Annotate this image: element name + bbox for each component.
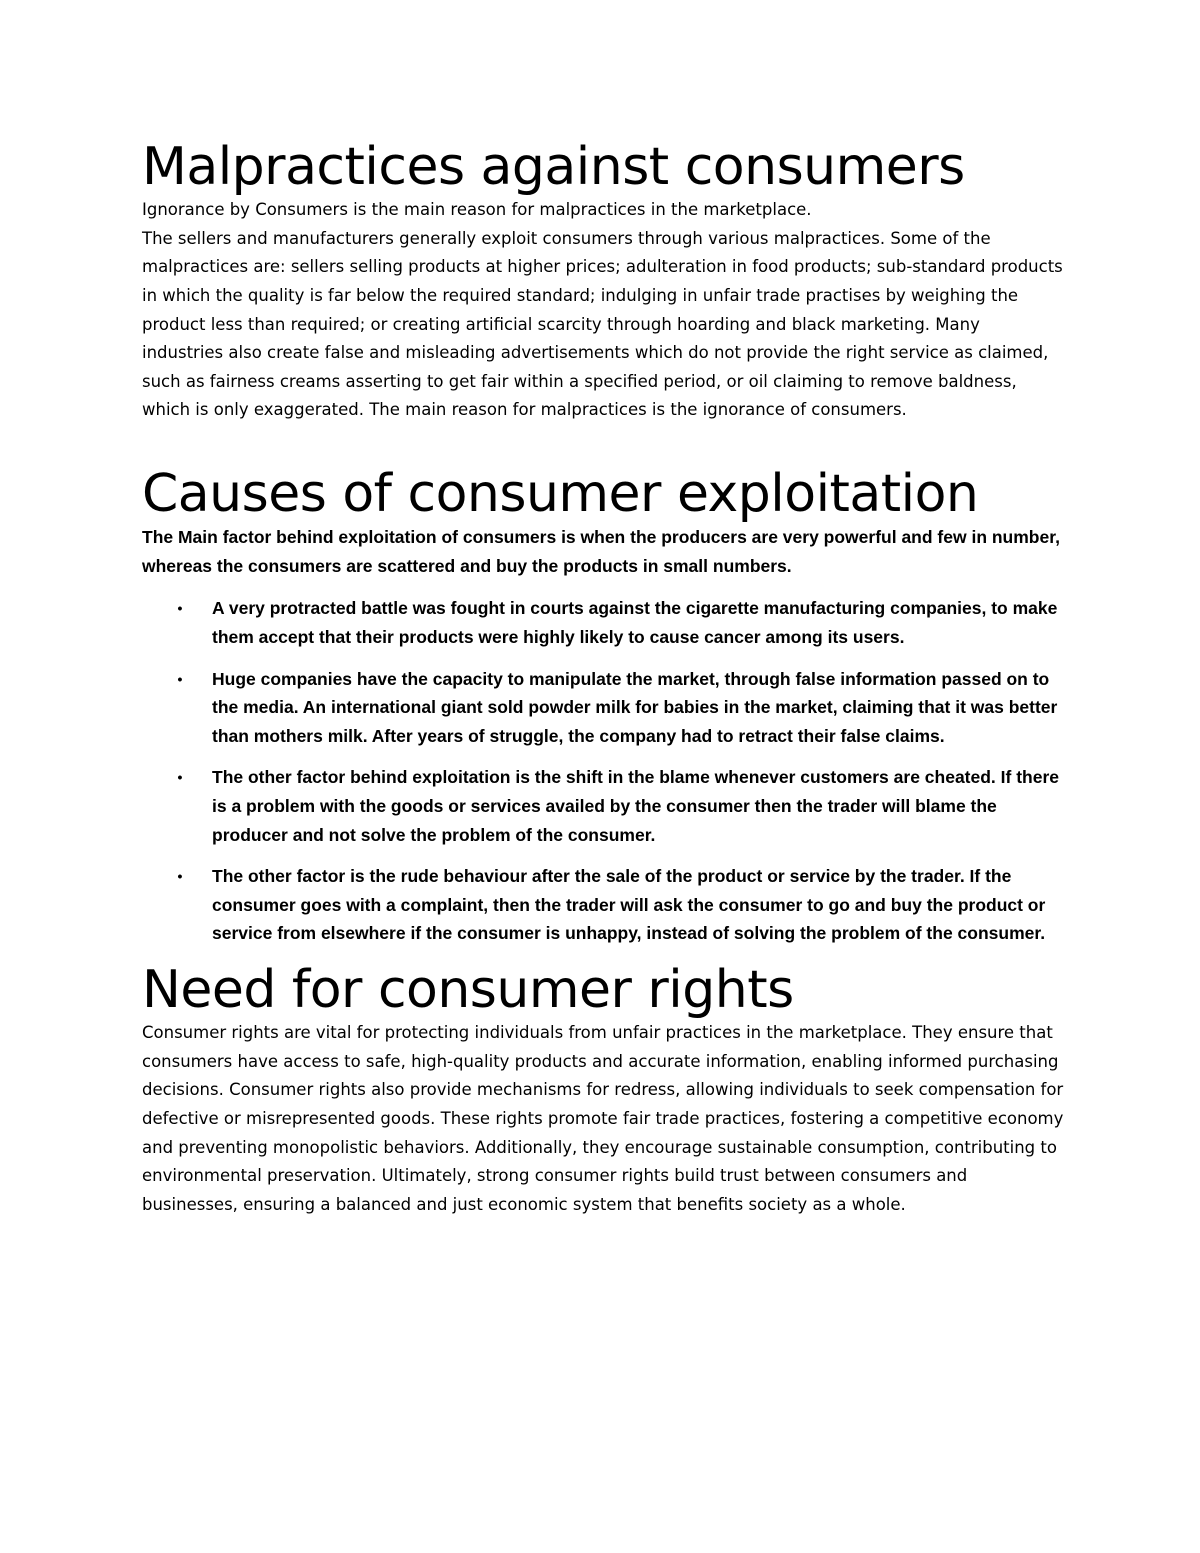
list-item: [142, 665, 1064, 751]
malpractices-intro: Ignorance by Consumers is the main reason for malpractices in the marketplace.: [142, 200, 812, 220]
section-causes: [142, 465, 1064, 948]
list-item: [142, 594, 1064, 651]
list-item-text: The other factor behind exploitation is the shift in the blame whenever customers are cheated. If there is a problem with the goods or services availed by the consumer then the trader will blame the producer and not solve the problem of the consumer.: [212, 767, 1059, 845]
bullet-icon: •: [177, 600, 183, 617]
list-item-text: Huge companies have the capacity to manipulate the market, through false information passed on to the media. An international giant sold powder milk for babies in the market, claiming that it was better than mothers milk. After years of struggle, the company had to retract their false claims.: [212, 668, 1058, 746]
heading-malpractices: Malpractices against consumers: [142, 137, 965, 197]
causes-intro: The Main factor behind exploitation of consumers is when the producers are very powerful and few in number, whereas the consumers are scattered and buy the products in small numbers.: [142, 527, 1060, 576]
list-item-text: A very protracted battle was fought in courts against the cigarette manufacturing companies, to make them accept that their products were highly likely to cause cancer among its users.: [212, 598, 1058, 647]
section-consumer-rights: [142, 961, 1064, 1219]
consumer-rights-body: Consumer rights are vital for protecting individuals from unfair practices in the marketplace. They ensure that consumers have access to safe, high-quality products and accurate information, enabling informed purchasing decisions. Consumer rights also provide mechanisms for redress, allowing individuals to seek compensation for defective or misrepresented goods. These rights promote fair trade practices, fostering a competitive economy and preventing monopolistic behaviors. Additionally, they encourage sustainable consumption, contributing to environmental preservation. Ultimately, strong consumer rights build trust between consumers and businesses, ensuring a balanced and just economic system that benefits society as a whole.: [142, 1023, 1064, 1214]
heading-consumer-rights: Need for consumer rights: [142, 959, 794, 1020]
bullet-icon: •: [177, 868, 183, 885]
heading-causes: Causes of consumer exploitation: [142, 463, 979, 524]
causes-bullet-list: [142, 594, 1064, 948]
document-page: [142, 138, 1064, 1219]
malpractices-body: The sellers and manufacturers generally exploit consumers through various malpractices. Some of the malpractices are: sellers selling products at higher prices; adulteration in food products; sub-standard products in which the quality is far below the required standard; indulging in unfair trade practises by weighing the product less than required; or creating artificial scarcity through hoarding and black marketing. Many industries also create false and misleading advertisements which do not provide the right service as claimed, such as fairness creams asserting to get fair within a specified period, or oil claiming to remove baldness, which is only exaggerated. The main reason for malpractices is the ignorance of consumers.: [142, 228, 1063, 420]
section-malpractices: [142, 138, 1064, 425]
list-item-text: The other factor is the rude behaviour after the sale of the product or service by the trader. If the consumer goes with a complaint, then the trader will ask the consumer to go and buy the product or service from elsewhere if the consumer is unhappy, instead of solving the problem of the consumer.: [212, 866, 1046, 944]
bullet-icon: •: [177, 769, 183, 786]
list-item: [142, 862, 1064, 948]
list-item: [142, 763, 1064, 849]
bullet-icon: •: [177, 670, 183, 687]
